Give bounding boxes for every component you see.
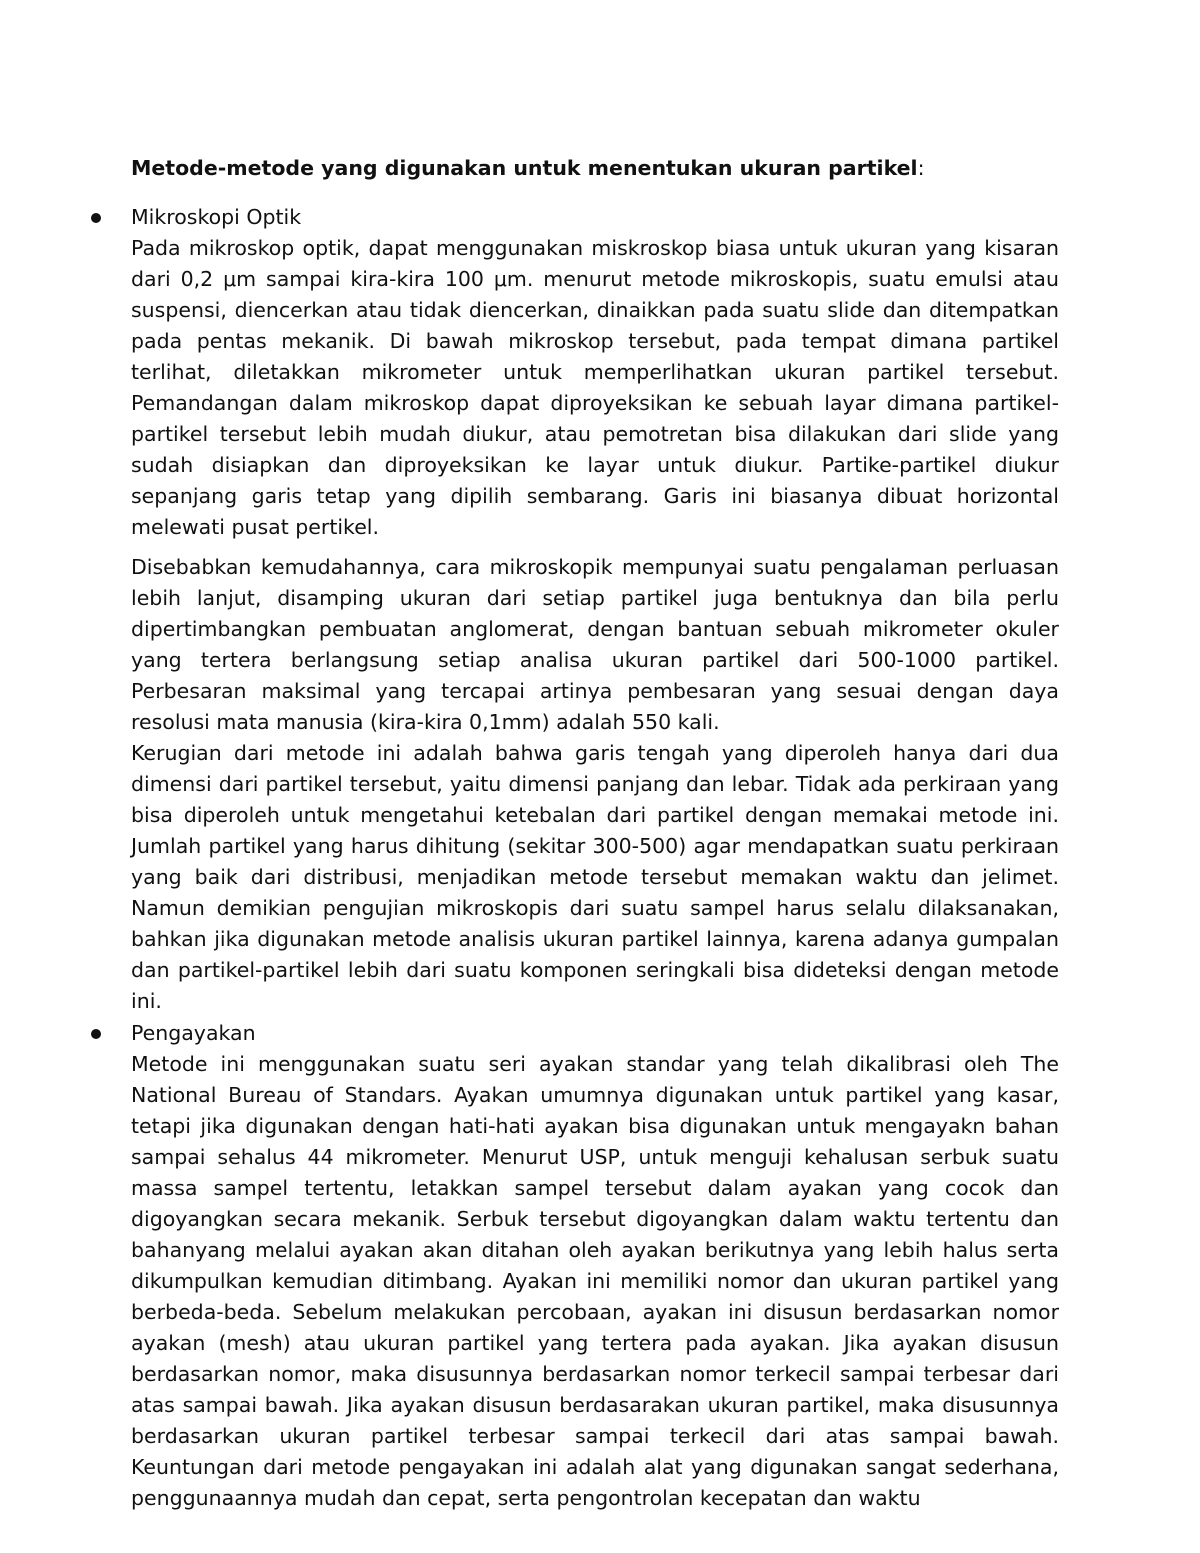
section-title-pengayakan: Pengayakan	[131, 1021, 256, 1045]
heading-text: Metode-metode yang digunakan untuk menentukan ukuran partikel	[131, 156, 918, 180]
section-title-mikroskopi: Mikroskopi Optik	[131, 205, 302, 229]
bullet-dot-icon	[91, 213, 101, 223]
heading-colon: :	[917, 156, 925, 180]
bullet-item-pengayakan	[0, 1018, 1200, 1049]
paragraph-mikroskopi-3: Kerugian dari metode ini adalah bahwa garis tengah yang diperoleh hanya dari dua dimensi dari partikel tersebut, yaitu dimensi panjang dan lebar. Tidak ada perkiraan yang bisa diperoleh untuk mengetahui ketebalan dari partikel dengan memakai metode ini. Jumlah partikel yang harus dihitung (sekitar 300-500) agar mendapatkan suatu perkiraan yang baik dari distribusi, menjadikan metode tersebut memakan waktu dan jelimet. Namun demikian pengujian mikroskopis dari suatu sampel harus selalu dilaksanakan, bahkan jika digunakan metode analisis ukuran partikel lainnya, karena adanya gumpalan dan partikel-partikel lebih dari suatu komponen seringkali bisa dideteksi dengan metode ini.	[131, 741, 1059, 1013]
paragraph-mikroskopi-2: Disebabkan kemudahannya, cara mikroskopik mempunyai suatu pengalaman perluasan lebih lanjut, disamping ukuran dari setiap partikel juga bentuknya dan bila perlu dipertimbangkan pembuatan anglomerat, dengan bantuan sebuah mikrometer okuler yang tertera berlangsung setiap analisa ukuran partikel dari 500-1000 partikel. Perbesaran maksimal yang tercapai artinya pembesaran yang sesuai dengan daya resolusi mata manusia (kira-kira 0,1mm) adalah 550 kali.	[131, 555, 1059, 734]
document-heading	[131, 154, 1061, 182]
bullet-dot-icon	[91, 1029, 101, 1039]
paragraph-pengayakan-1: Metode ini menggunakan suatu seri ayakan standar yang telah dikalibrasi oleh The National Bureau of Standars. Ayakan umumnya digunakan untuk partikel yang kasar, tetapi jika digunakan dengan hati-hati ayakan bisa digunakan untuk mengayakn bahan sampai sehalus 44 mikrometer. Menurut USP, untuk menguji kehalusan serbuk suatu massa sampel tertentu, letakkan sampel tersebut dalam ayakan yang cocok dan digoyangkan secara mekanik. Serbuk tersebut digoyangkan dalam waktu tertentu dan bahanyang melalui ayakan akan ditahan oleh ayakan berikutnya yang lebih halus serta dikumpulkan kemudian ditimbang. Ayakan ini memiliki nomor dan ukuran partikel yang berbeda-beda. Sebelum melakukan percobaan, ayakan ini disusun berdasarkan nomor ayakan (mesh) atau ukuran partikel yang tertera pada ayakan. Jika ayakan disusun berdasarkan nomor, maka disusunnya berdasarkan nomor terkecil sampai terbesar dari atas sampai bawah. Jika ayakan disusun berdasarakan ukuran partikel, maka disusunnya berdasarkan ukuran partikel terbesar sampai terkecil dari atas sampai bawah. Keuntungan dari metode pengayakan ini adalah alat yang digunakan sangat sederhana, penggunaannya mudah dan cepat, serta pengontrolan kecepatan dan waktu	[131, 1052, 1059, 1510]
bullet-item-mikroskopi	[0, 202, 1200, 233]
paragraph-mikroskopi-1: Pada mikroskop optik, dapat menggunakan miskroskop biasa untuk ukuran yang kisaran dari 0,2 μm sampai kira-kira 100 μm. menurut metode mikroskopis, suatu emulsi atau suspensi, diencerkan atau tidak diencerkan, dinaikkan pada suatu slide dan ditempatkan pada pentas mekanik. Di bawah mikroskop tersebut, pada tempat dimana partikel terlihat, diletakkan mikrometer untuk memperlihatkan ukuran partikel tersebut. Pemandangan dalam mikroskop dapat diproyeksikan ke sebuah layar dimana partikel-partikel tersebut lebih mudah diukur, atau pemotretan bisa dilakukan dari slide yang sudah disiapkan dan diproyeksikan ke layar untuk diukur. Partike-partikel diukur sepanjang garis tetap yang dipilih sembarang. Garis ini biasanya dibuat horizontal melewati pusat pertikel.	[131, 236, 1059, 539]
